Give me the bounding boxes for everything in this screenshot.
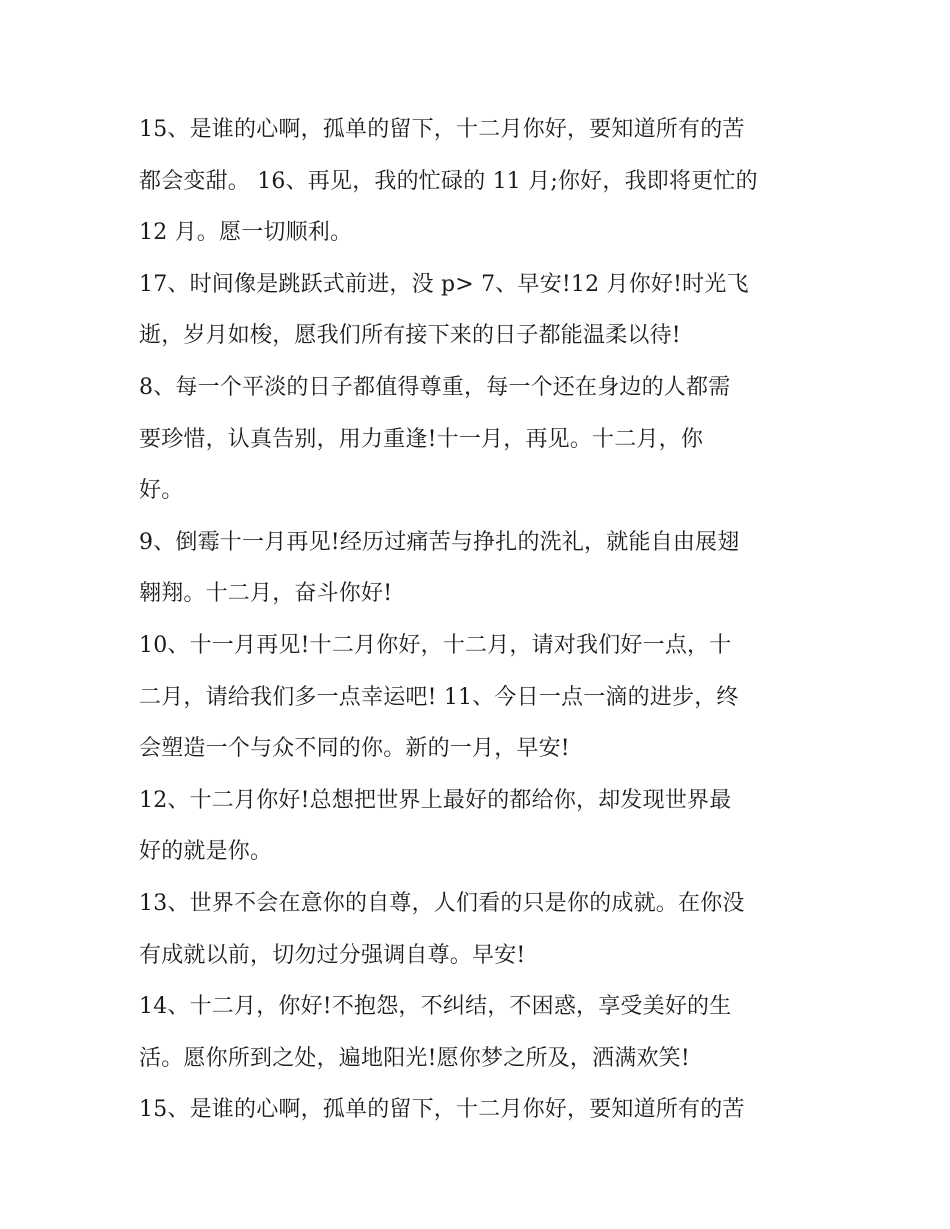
text-line: 17、时间像是跳跃式前进，没 p> 7、早安!12 月你好!时光飞 xyxy=(139,271,749,297)
text-line: 10、十一月再见!十二月你好，十二月，请对我们好一点，十 xyxy=(139,632,732,658)
text-line: 活。愿你所到之处，遍地阳光!愿你梦之所及，洒满欢笑! xyxy=(139,1045,690,1071)
text-line: 好的就是你。 xyxy=(139,839,273,865)
text-line: 都会变甜。 16、再见，我的忙碌的 11 月;你好，我即将更忙的 xyxy=(139,168,758,194)
text-line: 翱翔。十二月，奋斗你好! xyxy=(139,581,393,607)
text-line: 14、十二月，你好!不抱怨，不纠结，不困惑，享受美好的生 xyxy=(139,994,732,1020)
text-line: 15、是谁的心啊，孤单的留下，十二月你好，要知道所有的苦 xyxy=(139,1097,745,1123)
text-line: 好。 xyxy=(139,478,184,504)
text-line: 12 月。愿一切顺利。 xyxy=(139,220,353,246)
text-line: 逝，岁月如梭，愿我们所有接下来的日子都能温柔以待! xyxy=(139,323,681,349)
text-line: 有成就以前，切勿过分强调自尊。早安! xyxy=(139,942,526,968)
text-line: 要珍惜，认真告别，用力重逢!十一月，再见。十二月，你 xyxy=(139,426,704,452)
text-line: 二月，请给我们多一点幸运吧! 11、今日一点一滴的进步，终 xyxy=(139,684,739,710)
text-line: 会塑造一个与众不同的你。新的一月，早安! xyxy=(139,736,570,762)
text-line: 12、十二月你好!总想把世界上最好的都给你，却发现世界最 xyxy=(139,787,732,813)
text-line: 15、是谁的心啊，孤单的留下，十二月你好，要知道所有的苦 xyxy=(139,117,745,142)
text-line: 9、倒霉十一月再见!经历过痛苦与挣扎的洗礼，就能自由展翅 xyxy=(139,529,740,555)
text-line: 13、世界不会在意你的自尊，人们看的只是你的成就。在你没 xyxy=(139,890,745,916)
text-line: 8、每一个平淡的日子都值得尊重，每一个还在身边的人都需 xyxy=(139,374,731,400)
document-body xyxy=(139,104,819,1136)
